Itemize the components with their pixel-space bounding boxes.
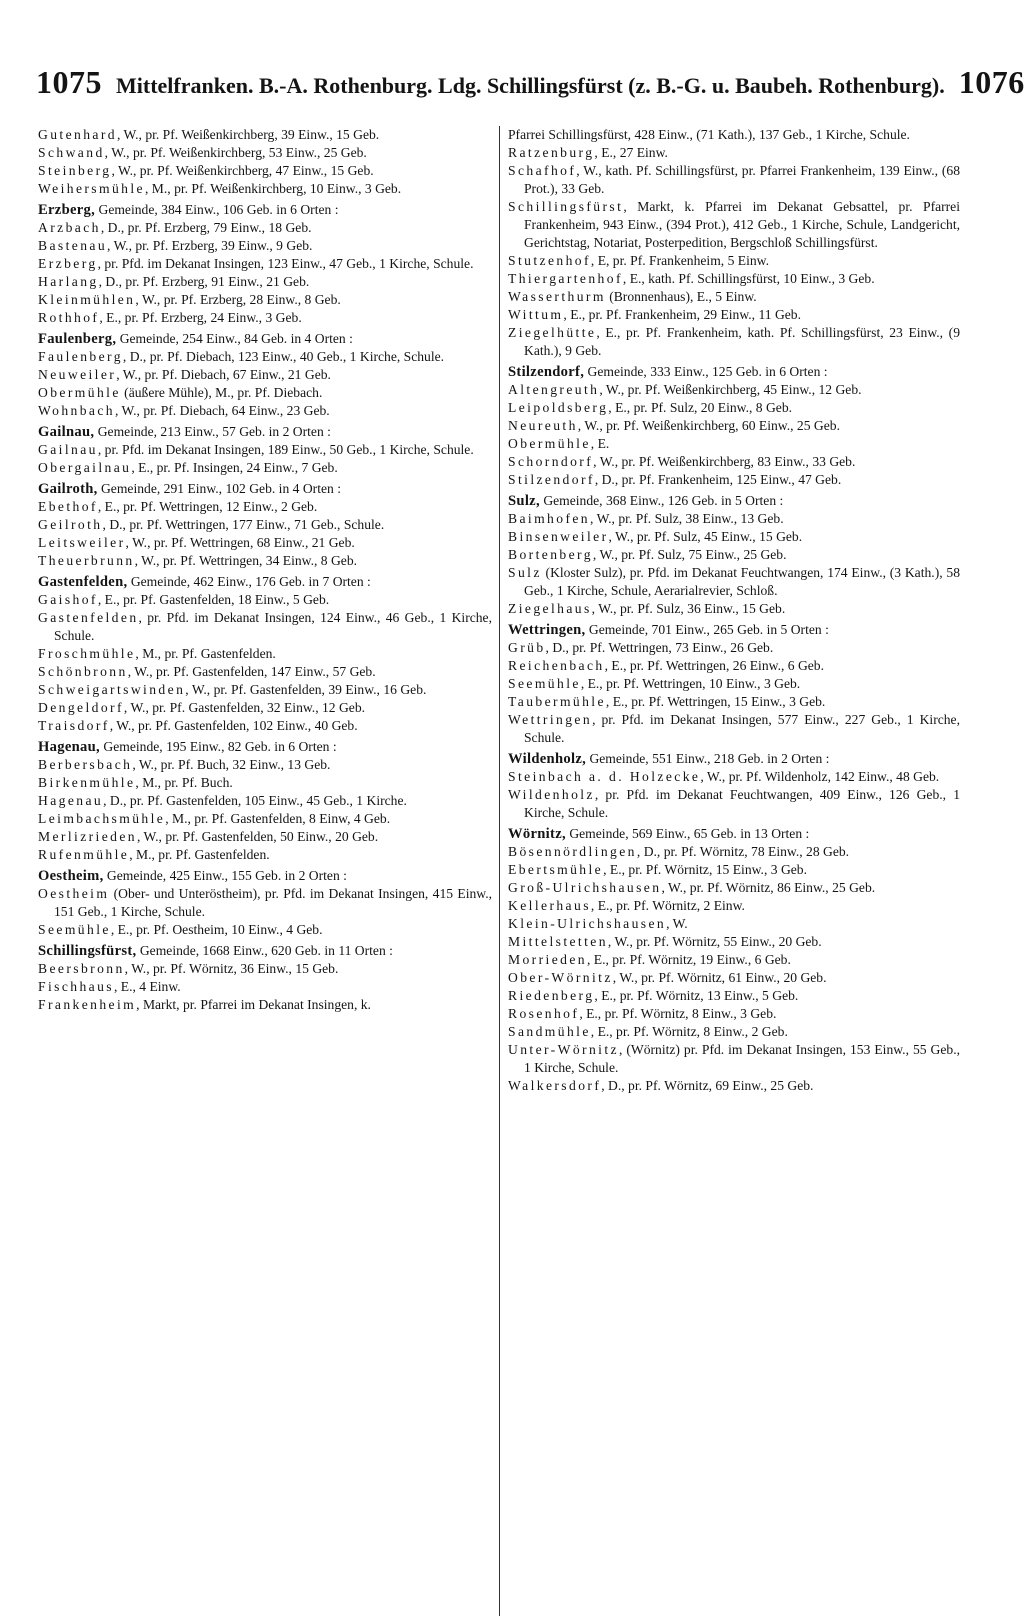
entry-details: , Markt, pr. Pfarrei im Dekanat Insingen, k. — [136, 997, 371, 1012]
entry-details: , E, pr. Pf. Frankenheim, 5 Einw. — [590, 253, 769, 268]
place-name: Gailnau — [38, 442, 98, 457]
place-name: Ebertsmühle — [508, 862, 604, 877]
place-entry — [508, 270, 960, 288]
entry-details: , W., pr. Pf. Weißenkirchberg, 83 Einw., 33 Geb. — [593, 454, 856, 469]
place-name: Kellerhaus — [508, 898, 591, 913]
place-name: Weihersmühle — [38, 181, 145, 196]
place-name: Wildenholz, — [508, 751, 587, 767]
place-name: Frankenheim — [38, 997, 137, 1012]
place-name: Stutzenhof — [508, 253, 591, 268]
place-name: Wittum — [508, 307, 564, 322]
municipality-heading — [38, 423, 492, 441]
entry-details: Gemeinde, 291 Einw., 102 Geb. in 4 Orten : — [97, 481, 341, 496]
entry-details: , W., pr. Pf. Gastenfelden, 39 Einw., 16 Geb. — [185, 682, 427, 697]
place-name: Obergailnau — [38, 460, 132, 475]
place-entry — [38, 978, 492, 996]
place-entry — [38, 162, 492, 180]
place-entry — [38, 516, 492, 534]
entry-details: , E., pr. Pf. Oestheim, 10 Einw., 4 Geb. — [110, 922, 323, 937]
place-entry — [508, 1005, 960, 1023]
place-name: Wörnitz, — [508, 826, 566, 842]
place-name: Berbersbach — [38, 757, 133, 772]
place-name: Ratzenburg — [508, 145, 595, 160]
place-name: Mittelstetten — [508, 934, 608, 949]
entry-details: , W., pr. Pf. Weißenkirchberg, 45 Einw., 12 Geb. — [599, 382, 862, 397]
entry-details: , W., pr. Pf. Erzberg, 39 Einw., 9 Geb. — [107, 238, 313, 253]
entry-details: , E., pr. Pf. Wörnitz, 13 Einw., 5 Geb. — [594, 988, 799, 1003]
place-name: Obermühle — [38, 385, 121, 400]
entry-details: , Markt, k. Pfarrei im Dekanat Gebsattel, pr. Pfarrei Frankenheim, 943 Einw., (394 Prot.), 412 Geb., 1 Kirche, Schule, Landgericht, Gerichtstag, Notariat, Posterpedition, Bergschloß Schillingsfürst. — [524, 199, 960, 250]
place-name: Fischhaus — [38, 979, 114, 994]
place-name: Kleinmühlen — [38, 292, 136, 307]
place-name: Gaishof — [38, 592, 98, 607]
entry-details: , pr. Pfd. im Dekanat Insingen, 123 Einw., 47 Geb., 1 Kirche, Schule. — [97, 256, 474, 271]
entry-details: , D., pr. Pf. Erzberg, 79 Einw., 18 Geb. — [100, 220, 312, 235]
place-entry — [508, 600, 960, 618]
entry-details: , W. — [666, 916, 688, 931]
entry-details: , D., pr. Pf. Wettringen, 73 Einw., 26 Geb. — [545, 640, 774, 655]
entry-details: , E., 4 Einw. — [113, 979, 181, 994]
place-name: Bortenberg — [508, 547, 593, 562]
entry-details: , W., pr. Pf. Sulz, 75 Einw., 25 Geb. — [592, 547, 787, 562]
place-entry — [508, 144, 960, 162]
entry-details: , M., pr. Pf. Gastenfelden. — [135, 646, 276, 661]
place-name: Birkenmühle — [38, 775, 136, 790]
entry-details: Pfarrei Schillingsfürst, 428 Einw., (71 Kath.), 137 Geb., 1 Kirche, Schule. — [508, 127, 910, 142]
entry-details: , pr. Pfd. im Dekanat Feuchtwangen, 409 Einw., 126 Geb., 1 Kirche, Schule. — [524, 787, 960, 820]
place-entry — [38, 756, 492, 774]
place-entry — [38, 534, 492, 552]
entry-details: , W., pr. Pf. Gastenfelden, 32 Einw., 12 Geb. — [123, 700, 366, 715]
entry-details: , E., pr. Pf. Wettringen, 10 Einw., 3 Geb. — [580, 676, 801, 691]
place-entry — [508, 471, 960, 489]
entry-details: , E., pr. Pf. Wörnitz, 8 Einw., 2 Geb. — [590, 1024, 788, 1039]
place-entry — [508, 1077, 960, 1095]
municipality-heading — [508, 492, 960, 510]
place-entry — [508, 162, 960, 198]
place-entry — [508, 987, 960, 1005]
place-entry — [508, 693, 960, 711]
entry-details: , E., pr. Pf. Wettringen, 26 Einw., 6 Geb. — [604, 658, 825, 673]
place-name: Wildenholz — [508, 787, 595, 802]
entry-details: , E., pr. Pf. Wörnitz, 15 Einw., 3 Geb. — [603, 862, 807, 877]
entry-details: , W., pr. Pf. Sulz, 36 Einw., 15 Geb. — [591, 601, 786, 616]
place-entry — [38, 828, 492, 846]
entry-details: , M., pr. Pf. Buch. — [135, 775, 233, 790]
municipality-heading — [508, 825, 960, 843]
place-name: Schönbronn — [38, 664, 128, 679]
place-name: Morrieden — [508, 952, 587, 967]
entry-details: , E., pr. Pf. Frankenheim, 29 Einw., 11 Geb. — [563, 307, 801, 322]
place-entry — [38, 402, 492, 420]
place-name: Froschmühle — [38, 646, 136, 661]
place-name: Neureuth — [508, 418, 578, 433]
place-entry — [508, 417, 960, 435]
place-name: Groß-Ulrichshausen — [508, 880, 662, 895]
left-page-number: 1075 — [36, 64, 102, 100]
left-column — [38, 126, 492, 1014]
entry-details: , D., pr. Pf. Wörnitz, 78 Einw., 28 Geb. — [636, 844, 850, 859]
place-name: Rosenhof — [508, 1006, 580, 1021]
municipality-heading — [38, 867, 492, 885]
entry-details: , E., pr. Pf. Wörnitz, 19 Einw., 6 Geb. — [586, 952, 791, 967]
place-entry — [508, 252, 960, 270]
place-entry — [38, 309, 492, 327]
place-name: Schorndorf — [508, 454, 594, 469]
entry-details: , pr. Pfd. im Dekanat Insingen, 577 Einw., 227 Geb., 1 Kirche, Schule. — [524, 712, 960, 745]
entry-details: , W., pr. Pf. Wörnitz, 55 Einw., 20 Geb. — [607, 934, 822, 949]
entry-details: Gemeinde, 254 Einw., 84 Geb. in 4 Orten : — [116, 331, 353, 346]
place-name: Stilzendorf — [508, 472, 595, 487]
entry-details: , pr. Pfd. im Dekanat Insingen, 189 Einw., 50 Geb., 1 Kirche, Schule. — [97, 442, 474, 457]
place-name: Traisdorf — [38, 718, 110, 733]
place-entry — [38, 348, 492, 366]
entry-details: , W., pr. Pf. Wettringen, 34 Einw., 8 Geb. — [134, 553, 358, 568]
place-name: Klein-Ulrichshausen — [508, 916, 667, 931]
running-title: Mittelfranken. B.-A. Rothenburg. Ldg. Schillingsfürst (z. B.-G. u. Baubeh. Rothenburg). — [116, 73, 945, 98]
place-name: Schillingsfürst, — [38, 943, 137, 959]
place-name: Leipoldsberg — [508, 400, 609, 415]
place-entry — [38, 591, 492, 609]
entry-details: Gemeinde, 195 Einw., 82 Geb. in 6 Orten : — [100, 739, 337, 754]
place-entry — [508, 915, 960, 933]
entry-details: , W., pr. Pf. Wildenholz, 142 Einw., 48 Geb. — [700, 769, 940, 784]
place-entry — [508, 510, 960, 528]
entry-details: , W., pr. Pf. Wörnitz, 36 Einw., 15 Geb. — [124, 961, 339, 976]
place-name: Bastenau — [38, 238, 108, 253]
place-entry — [508, 969, 960, 987]
place-entry — [38, 126, 492, 144]
place-name: Unter-Wörnitz — [508, 1042, 619, 1057]
place-name: Gastenfelden — [38, 610, 139, 625]
place-name: Wettringen, — [508, 622, 586, 638]
place-entry — [38, 717, 492, 735]
entry-details: , D., pr. Pf. Frankenheim, 125 Einw., 47 Geb. — [594, 472, 842, 487]
entry-details: Gemeinde, 384 Einw., 106 Geb. in 6 Orten : — [95, 202, 339, 217]
entry-details: , M., pr. Pf. Gastenfelden. — [129, 847, 270, 862]
place-name: Oestheim, — [38, 868, 104, 884]
place-name: Schafhof — [508, 163, 577, 178]
entry-details: , M., pr. Pf. Weißenkirchberg, 10 Einw., 3 Geb. — [144, 181, 402, 196]
place-entry — [38, 609, 492, 645]
entry-details: , D., pr. Pf. Gastenfelden, 105 Einw., 45 Geb., 1 Kirche. — [103, 793, 407, 808]
place-entry — [508, 657, 960, 675]
entry-details: Gemeinde, 425 Einw., 155 Geb. in 2 Orten : — [103, 868, 347, 883]
entry-details: , E., kath. Pf. Schillingsfürst, 10 Einw., 3 Geb. — [622, 271, 875, 286]
place-entry — [508, 861, 960, 879]
entry-details: Gemeinde, 701 Einw., 265 Geb. in 5 Orten : — [585, 622, 829, 637]
place-entry — [508, 546, 960, 564]
place-entry — [38, 291, 492, 309]
place-name: Erzberg, — [38, 202, 96, 218]
column-divider — [499, 126, 500, 1616]
entry-details: (Bronnenhaus), E., 5 Einw. — [605, 289, 757, 304]
place-name: Binsenweiler — [508, 529, 609, 544]
place-entry — [508, 288, 960, 306]
entry-details: (äußere Mühle), M., pr. Pf. Diebach. — [120, 385, 323, 400]
entry-details: Gemeinde, 462 Einw., 176 Geb. in 7 Orten : — [127, 574, 371, 589]
municipality-heading — [508, 750, 960, 768]
place-entry — [38, 663, 492, 681]
municipality-heading — [38, 201, 492, 219]
entry-details: , E., pr. Pf. Wörnitz, 8 Einw., 3 Geb. — [579, 1006, 777, 1021]
place-entry — [38, 366, 492, 384]
entry-details: , W., pr. Pf. Sulz, 38 Einw., 13 Geb. — [590, 511, 784, 526]
place-entry — [38, 774, 492, 792]
place-entry — [38, 498, 492, 516]
place-entry — [508, 639, 960, 657]
place-entry — [508, 897, 960, 915]
place-entry — [508, 711, 960, 747]
place-entry — [508, 126, 960, 144]
place-name: Harlang — [38, 274, 99, 289]
municipality-heading — [38, 942, 492, 960]
place-name: Faulenberg, — [38, 331, 117, 347]
entry-details: , W., pr. Pf. Wörnitz, 86 Einw., 25 Geb. — [661, 880, 876, 895]
entry-details: , W., pr. Pf. Wörnitz, 61 Einw., 20 Geb. — [612, 970, 827, 985]
entry-details: , E., pr. Pf. Insingen, 24 Einw., 7 Geb. — [131, 460, 338, 475]
place-entry — [508, 381, 960, 399]
entry-details: , W., pr. Pf. Sulz, 45 Einw., 15 Geb. — [608, 529, 803, 544]
place-name: Walkersdorf — [508, 1078, 602, 1093]
place-entry — [38, 885, 492, 921]
place-name: Beersbronn — [38, 961, 125, 976]
entry-details: , (Wörnitz) pr. Pfd. im Dekanat Insingen, 153 Einw., 55 Geb., 1 Kirche, Schule. — [524, 1042, 960, 1075]
place-entry — [38, 144, 492, 162]
place-name: Schweigartswinden — [38, 682, 186, 697]
place-name: Gailroth, — [38, 481, 98, 497]
entry-details: , E., 27 Einw. — [594, 145, 668, 160]
entry-details: , W., pr. Pf. Diebach, 67 Einw., 21 Geb. — [116, 367, 331, 382]
entry-details: (Ober- und Unteröstheim), pr. Pfd. im Dekanat Insingen, 415 Einw., 151 Geb., 1 Kirche, Schule. — [54, 886, 492, 919]
place-name: Wohnbach — [38, 403, 115, 418]
right-page-number: 1076 — [958, 64, 1025, 100]
municipality-heading — [38, 330, 492, 348]
place-entry — [508, 951, 960, 969]
place-name: Arzbach — [38, 220, 101, 235]
place-entry — [38, 552, 492, 570]
entry-details: , D., pr. Pf. Diebach, 123 Einw., 40 Geb., 1 Kirche, Schule. — [122, 349, 445, 364]
place-name: Altengreuth — [508, 382, 600, 397]
place-entry — [508, 843, 960, 861]
place-entry — [508, 306, 960, 324]
place-entry — [38, 219, 492, 237]
place-name: Sulz, — [508, 493, 540, 509]
place-entry — [38, 441, 492, 459]
place-name: Seemühle — [38, 922, 111, 937]
place-entry — [508, 399, 960, 417]
place-entry — [508, 435, 960, 453]
entry-details: , W., pr. Pf. Gastenfelden, 50 Einw., 20 Geb. — [137, 829, 379, 844]
place-entry — [38, 810, 492, 828]
place-name: Reichenbach — [508, 658, 605, 673]
municipality-heading — [38, 573, 492, 591]
entry-details: , W., pr. Pf. Weißenkirchberg, 60 Einw., 25 Geb. — [577, 418, 840, 433]
place-name: Thiergartenhof — [508, 271, 623, 286]
place-entry — [38, 273, 492, 291]
place-entry — [38, 921, 492, 939]
right-column — [508, 126, 960, 1095]
place-name: Sulz — [508, 565, 542, 580]
place-name: Gutenhard — [38, 127, 117, 142]
place-entry — [508, 1041, 960, 1077]
place-name: Leitsweiler — [38, 535, 126, 550]
entry-details: Gemeinde, 1668 Einw., 620 Geb. in 11 Orten : — [136, 943, 393, 958]
entry-details: , W., pr. Pf. Weißenkirchberg, 53 Einw., 25 Geb. — [104, 145, 367, 160]
entry-details: , W., pr. Pf. Gastenfelden, 102 Einw., 40 Geb. — [109, 718, 358, 733]
entry-details: , E., pr. Pf. Wettringen, 12 Einw., 2 Geb. — [97, 499, 318, 514]
place-entry — [508, 1023, 960, 1041]
place-name: Riedenberg — [508, 988, 595, 1003]
place-name: Obermühle — [508, 436, 591, 451]
place-name: Theuerbrunn — [38, 553, 135, 568]
place-entry — [508, 768, 960, 786]
place-name: Rothhof — [38, 310, 100, 325]
place-entry — [508, 786, 960, 822]
place-name: Schillingsfürst — [508, 199, 624, 214]
place-entry — [508, 528, 960, 546]
place-name: Wettringen — [508, 712, 593, 727]
place-name: Hagenau, — [38, 739, 101, 755]
place-entry — [38, 180, 492, 198]
entry-details: , W., pr. Pf. Gastenfelden, 147 Einw., 57 Geb. — [127, 664, 376, 679]
place-name: Taubermühle — [508, 694, 606, 709]
place-entry — [38, 699, 492, 717]
place-name: Erzberg — [38, 256, 98, 271]
place-name: Oestheim — [38, 886, 110, 901]
entry-details: Gemeinde, 333 Einw., 125 Geb. in 6 Orten : — [584, 364, 828, 379]
place-entry — [508, 933, 960, 951]
place-name: Neuweiler — [38, 367, 117, 382]
entry-details: , W., pr. Pf. Wettringen, 68 Einw., 21 Geb. — [125, 535, 355, 550]
entry-details: , W., kath. Pf. Schillingsfürst, pr. Pfarrei Frankenheim, 139 Einw., (68 Prot.), 33 Geb. — [524, 163, 960, 196]
entry-details: , E., pr. Pf. Erzberg, 24 Einw., 3 Geb. — [99, 310, 302, 325]
municipality-heading — [38, 480, 492, 498]
entry-details: Gemeinde, 368 Einw., 126 Geb. in 5 Orten : — [539, 493, 784, 508]
place-name: Stilzendorf, — [508, 364, 585, 380]
place-entry — [38, 237, 492, 255]
place-entry — [38, 384, 492, 402]
entry-details: , E., pr. Pf. Wörnitz, 2 Einw. — [590, 898, 745, 913]
place-name: Rufenmühle — [38, 847, 130, 862]
place-name: Bösennördlingen — [508, 844, 637, 859]
entry-details: , W., pr. Pf. Diebach, 64 Einw., 23 Geb. — [115, 403, 330, 418]
place-name: Wasserthurm — [508, 289, 606, 304]
entry-details: , W., pr. Pf. Erzberg, 28 Einw., 8 Geb. — [135, 292, 341, 307]
place-name: Ober-Wörnitz — [508, 970, 613, 985]
entry-details: , D., pr. Pf. Wörnitz, 69 Einw., 25 Geb. — [601, 1078, 814, 1093]
entry-details: , D., pr. Pf. Erzberg, 91 Einw., 21 Geb. — [98, 274, 310, 289]
place-entry — [38, 960, 492, 978]
entry-details: , E., pr. Pf. Sulz, 20 Einw., 8 Geb. — [608, 400, 793, 415]
place-name: Grüb — [508, 640, 546, 655]
place-name: Faulenberg — [38, 349, 123, 364]
entry-details: , D., pr. Pf. Wettringen, 177 Einw., 71 Geb., Schule. — [102, 517, 385, 532]
municipality-heading — [508, 621, 960, 639]
place-entry — [38, 996, 492, 1014]
place-name: Steinbach a. d. Holzecke — [508, 769, 701, 784]
place-name: Gastenfelden, — [38, 574, 128, 590]
place-entry — [38, 846, 492, 864]
place-name: Dengeldorf — [38, 700, 124, 715]
place-entry — [38, 681, 492, 699]
entry-details: , pr. Pfd. im Dekanat Insingen, 124 Einw., 46 Geb., 1 Kirche, Schule. — [54, 610, 492, 643]
place-entry — [38, 459, 492, 477]
place-entry — [38, 792, 492, 810]
place-name: Ziegelhütte — [508, 325, 597, 340]
place-entry — [508, 453, 960, 471]
entry-details: , E., pr. Pf. Wettringen, 15 Einw., 3 Geb. — [605, 694, 826, 709]
place-name: Baimhofen — [508, 511, 591, 526]
entry-details: (Kloster Sulz), pr. Pfd. im Dekanat Feuchtwangen, 174 Einw., (3 Kath.), 58 Geb., 1 Kirche, Schule, Aerarialrevier, Schloß. — [524, 565, 960, 598]
place-entry — [508, 564, 960, 600]
entry-details: Gemeinde, 213 Einw., 57 Geb. in 2 Orten : — [94, 424, 331, 439]
entry-details: , W., pr. Pf. Weißenkirchberg, 47 Einw., 15 Geb. — [111, 163, 374, 178]
municipality-heading — [38, 738, 492, 756]
place-name: Ebethof — [38, 499, 98, 514]
place-name: Seemühle — [508, 676, 581, 691]
entry-details: , W., pr. Pf. Weißenkirchberg, 39 Einw., 15 Geb. — [116, 127, 380, 142]
entry-details: , E. — [590, 436, 610, 451]
place-name: Steinberg — [38, 163, 112, 178]
entry-details: Gemeinde, 569 Einw., 65 Geb. in 13 Orten : — [565, 826, 810, 841]
entry-details: Gemeinde, 551 Einw., 218 Geb. in 2 Orten : — [586, 751, 830, 766]
place-name: Leimbachsmühle — [38, 811, 166, 826]
page-header — [36, 64, 1025, 104]
place-entry — [38, 255, 492, 273]
entry-details: , E., pr. Pf. Gastenfelden, 18 Einw., 5 Geb. — [97, 592, 330, 607]
place-name: Gailnau, — [38, 424, 95, 440]
entry-details: , M., pr. Pf. Gastenfelden, 8 Einw, 4 Geb. — [165, 811, 391, 826]
place-name: Schwand — [38, 145, 105, 160]
entry-details: , W., pr. Pf. Buch, 32 Einw., 13 Geb. — [132, 757, 331, 772]
place-name: Ziegelhaus — [508, 601, 592, 616]
place-name: Hagenau — [38, 793, 104, 808]
place-name: Sandmühle — [508, 1024, 591, 1039]
entry-details: , E., pr. Pf. Frankenheim, kath. Pf. Schillingsfürst, 23 Einw., (9 Kath.), 9 Geb. — [524, 325, 960, 358]
place-entry — [38, 645, 492, 663]
place-entry — [508, 675, 960, 693]
place-entry — [508, 198, 960, 252]
place-name: Merlizrieden — [38, 829, 137, 844]
place-entry — [508, 879, 960, 897]
place-entry — [508, 324, 960, 360]
place-name: Geilroth — [38, 517, 103, 532]
municipality-heading — [508, 363, 960, 381]
